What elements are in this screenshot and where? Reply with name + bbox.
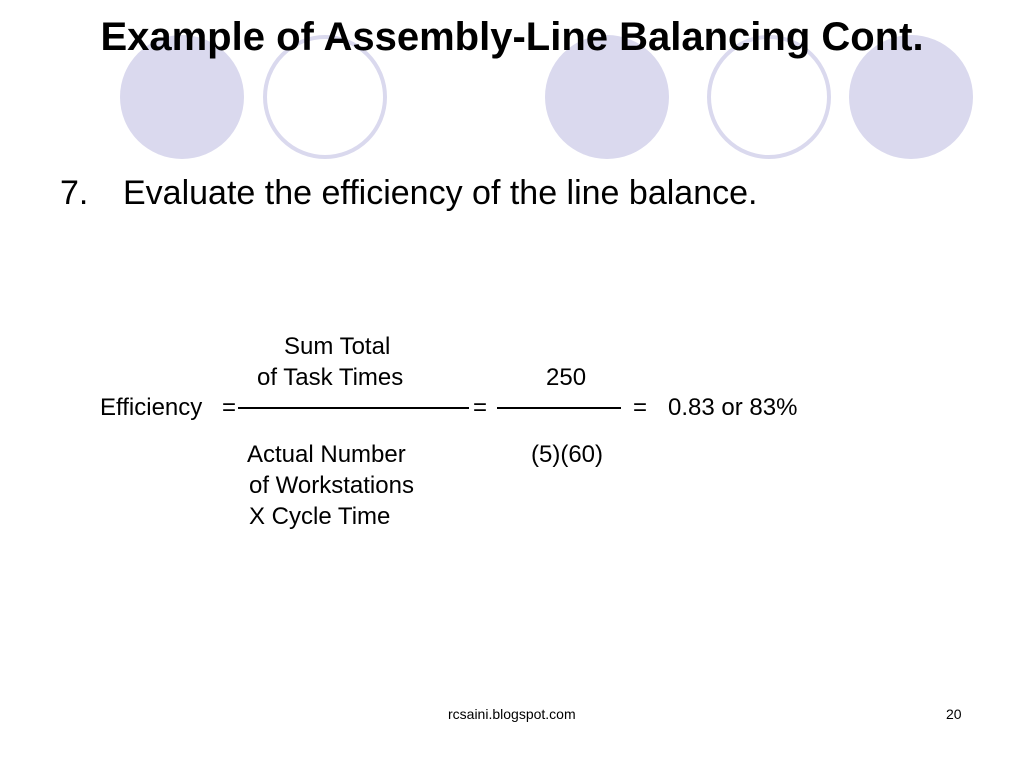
- step-text: Evaluate the efficiency of the line balance.: [123, 174, 758, 212]
- step-instruction: [60, 171, 757, 215]
- denominator-line: Actual Number: [247, 441, 406, 468]
- numerator-line: Sum Total: [284, 333, 391, 360]
- slide-title: Example of Assembly-Line Balancing Cont.: [100, 15, 924, 59]
- formula-equals-sign: =: [473, 394, 488, 421]
- fraction-bar: [497, 407, 621, 409]
- formula-label: Efficiency: [100, 394, 203, 421]
- numerator-line: of Task Times: [257, 364, 404, 391]
- page-number: 20: [946, 706, 962, 722]
- numerator-value: 250: [546, 364, 587, 391]
- formula-equals-sign: =: [633, 394, 648, 421]
- fraction-bar: [238, 407, 469, 409]
- denominator-line: of Workstations: [249, 472, 414, 499]
- step-number: 7.: [60, 174, 89, 212]
- denominator-value: (5)(60): [531, 441, 604, 468]
- footer-source: rcsaini.blogspot.com: [448, 706, 576, 722]
- denominator-line: X Cycle Time: [249, 503, 391, 530]
- formula-equals-sign: =: [222, 394, 237, 421]
- formula-result: 0.83 or 83%: [668, 394, 798, 421]
